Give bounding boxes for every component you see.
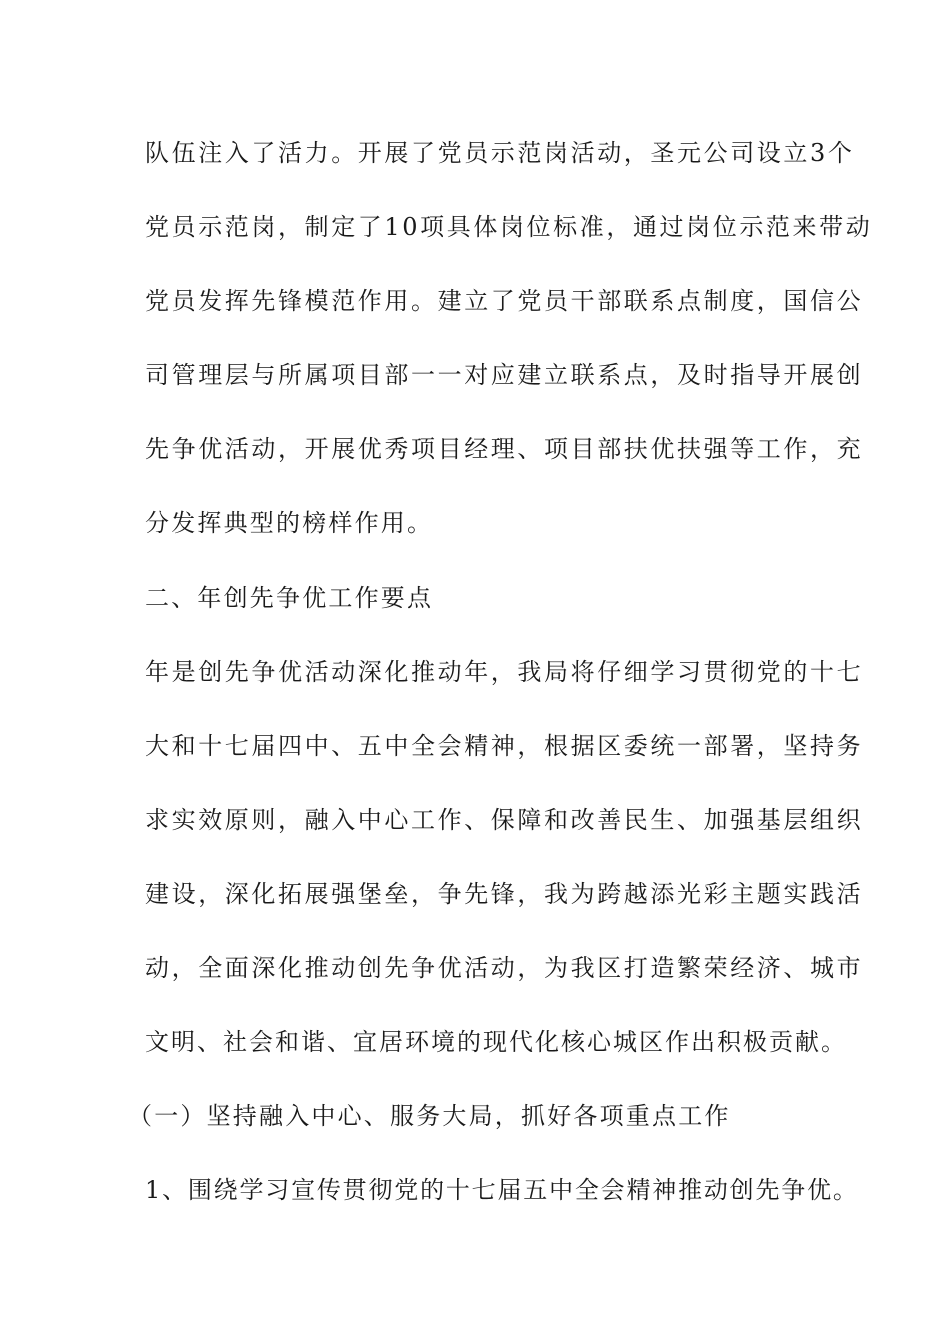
list-item-heading: 1、围绕学习宣传贯彻党的十七届五中全会精神推动创先争优。 (145, 1176, 859, 1204)
paragraph-line: 大和十七届四中、五中全会精神，根据区委统一部署，坚持务 (145, 732, 864, 760)
paragraph-line: 党员示范岗，制定了10项具体岗位标准，通过岗位示范来带动 (145, 213, 873, 241)
subsection-heading: （一）坚持融入中心、服务大局，抓好各项重点工作 (128, 1102, 731, 1130)
paragraph-line: 党员发挥先锋模范作用。建立了党员干部联系点制度，国信公 (145, 287, 864, 315)
paragraph-line: 司管理层与所属项目部一一对应建立联系点，及时指导开展创 (145, 361, 864, 389)
section-heading: 二、年创先争优工作要点 (145, 584, 434, 612)
paragraph-line: 建设，深化拓展强堡垒，争先锋，我为跨越添光彩主题实践活 (145, 880, 864, 908)
paragraph-line: 求实效原则，融入中心工作、保障和改善民生、加强基层组织 (145, 806, 864, 834)
paragraph-line: 先争优活动，开展优秀项目经理、项目部扶优扶强等工作，充 (145, 435, 864, 463)
paragraph-line: 分发挥典型的榜样作用。 (145, 509, 434, 537)
paragraph-line: 动，全面深化推动创先争优活动，为我区打造繁荣经济、城市 (145, 954, 864, 982)
paragraph-line: 文明、社会和谐、宜居环境的现代化核心城区作出积极贡献。 (145, 1028, 847, 1056)
paragraph-line: 队伍注入了活力。开展了党员示范岗活动，圣元公司设立3个 (145, 139, 855, 167)
paragraph-line: 年是创先争优活动深化推动年，我局将仔细学习贯彻党的十七 (145, 658, 864, 686)
